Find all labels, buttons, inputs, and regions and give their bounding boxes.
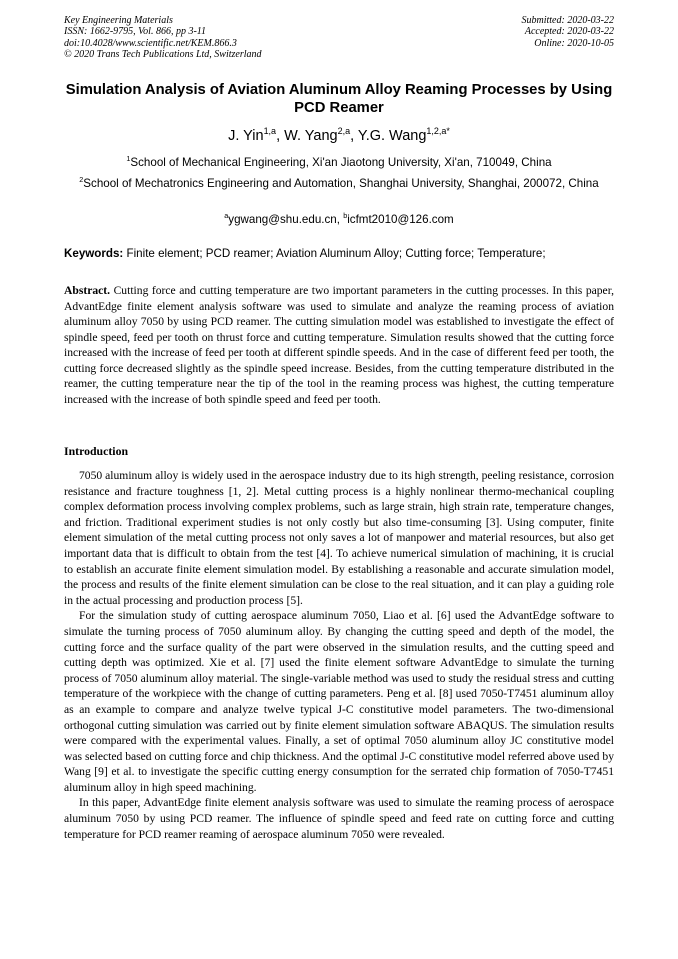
journal-copyright: © 2020 Trans Tech Publications Ltd, Switzerland (64, 49, 262, 61)
email-mark: a (224, 211, 229, 221)
journal-issn: ISSN: 1662-9795, Vol. 866, pp 3-11 (64, 26, 207, 38)
affiliation-text: School of Mechanical Engineering, Xi'an Jiaotong University, Xi'an, 710049, China (130, 156, 552, 169)
author-affiliation-mark: 2,a (337, 126, 351, 137)
email-link[interactable]: icfmt2010@126.com (347, 213, 454, 226)
paragraph: 7050 aluminum alloy is widely used in the aerospace industry due to its high strength, peeling resistance, corrosion resistance and fracture toughness [1, 2]. Metal cutting process is a highly nonlinear thermo-mechanical coupling complex deformation process involving complex problems, such as large strain, high strain rate, temperature changes, and friction. Traditional experiment studies is not only costly but also time-consuming [3]. Using computer, finite element simulation of the metal cutting process not only saves a lot of manpower and material resources, but also get important data that is difficult to obtain from the test [4]. To achieve numerical simulation of machining, it is crucial to establish an accurate finite element simulation model. By establishing a reasonable and accurate simulation model, the process and results of the finite element simulation can be close to the real situation, and it can play a guiding role in the actual processing and production process [5]. (64, 469, 614, 607)
author-emails: $^a$ygwang@shu.edu.cn, $^b$icfmt2010@126.com (224, 211, 454, 226)
keywords-text: Finite element; PCD reamer; Aviation Aluminum Alloy; Cutting force; Temperature; (126, 247, 546, 260)
abstract-label: Abstract. (64, 284, 111, 297)
affiliation-mark: 1 (126, 154, 131, 164)
author-name: W. Yang (284, 128, 338, 144)
author-list: J. Yin$^{1,a}$, W. Yang$^{2,a}$, Y.G. Wang$^{1,2,a*}$ (228, 126, 450, 144)
online-date: Online: 2020-10-05 (534, 37, 614, 49)
journal-info (64, 15, 262, 61)
submitted-date: Submitted: 2020-03-22 (521, 15, 614, 26)
author-name: Y.G. Wang (357, 128, 427, 144)
paper-title: Simulation Analysis of Aviation Aluminum Alloy Reaming Processes by Using PCD Reamer (65, 82, 613, 116)
journal-doi: doi:10.4028/www.scientific.net/KEM.866.3 (64, 37, 237, 49)
affiliation-1 (64, 155, 614, 172)
paragraph: For the simulation study of cutting aerospace aluminum 7050, Liao et al. [6] used the AdvantEdge software to simulate the turning process of 7050 aluminum alloy. By changing the cutting speed and depth of the model, the cutting force and the surface quality of the part were observed in the simulation results, and the cutting speed and cutting depth was optimized. Xie et al. [7] used the finite element software AdvantEdge to simulate the turning process of 7050 aluminum alloy material. The single-variable method was used to study the residual stress and cutting temperature of the workpiece with the change of cutting parameters. Peng et al. [8] used 7050-T7451 aluminum alloy as an example to compare and analyze twelve typical J-C constitutive model parameters. The two-dimensional orthogonal cutting simulation was carried out by finite element simulation software ABAQUS. The simulation results were compared with the experimental values. Finally, a set of optimal 7050 aluminum alloy JC constitutive model was selected based on cutting force and chip thickness. And the optimal J-C constitutive model referred above used by Wang [9] et al. to investigate the specific cutting energy consumption for the serrated chip formation of 7050-T7451 aluminum alloy in high speed machining. (64, 609, 614, 794)
accepted-date: Accepted: 2020-03-22 (524, 26, 614, 38)
section-heading-introduction: Introduction (64, 444, 129, 458)
abstract-text: Cutting force and cutting temperature are two important parameters in the cutting processes. In this paper, AdvantEdge finite element analysis software was used to simulate and analyze the reaming process of aviation aluminum alloy 7050 by using PCD reamer. The cutting simulation model was established to investigate the effect of spindle speed, feed per tooth on thrust force and cutting temperature. Simulation results showed that the cutting force increased with the increase of feed per tooth at different spindle speeds. And in the case of different feed per tooth, the cutting force decreased slightly as the spindle speed increase. Besides, from the cutting temperature distributed in the reamer, the cutting temperature near the tip of the tool in the reaming process was highest, the cutting temperature increased with the increase of both spindle speed and feed per tooth. (64, 284, 614, 406)
email-link[interactable]: ygwang@shu.edu.cn (228, 213, 337, 226)
journal-name: Key Engineering Materials (64, 15, 173, 26)
author-name: J. Yin (228, 128, 264, 144)
author-affiliation-mark: 1,2,a* (426, 126, 450, 137)
author-affiliation-mark: 1,a (263, 126, 277, 137)
keywords-label: Keywords: (64, 247, 124, 260)
affiliation-text: School of Mechatronics Engineering and Automation, Shanghai University, Shanghai, 200072, China (83, 177, 599, 190)
email-mark: b (343, 211, 348, 221)
paragraph: In this paper, AdvantEdge finite element analysis software was used to simulate the reaming process of aerospace aluminum 7050 by using PCD reamer. The influence of spindle speed and feed rate on cutting force and cutting temperature for PCD reamer reaming of aerospace aluminum 7050 were revealed. (64, 796, 614, 841)
affiliation-2 (64, 176, 614, 193)
submission-dates (522, 15, 615, 49)
affiliation-mark: 2 (79, 175, 84, 185)
introduction-body (64, 468, 614, 842)
abstract (64, 283, 614, 407)
keywords (64, 246, 614, 262)
